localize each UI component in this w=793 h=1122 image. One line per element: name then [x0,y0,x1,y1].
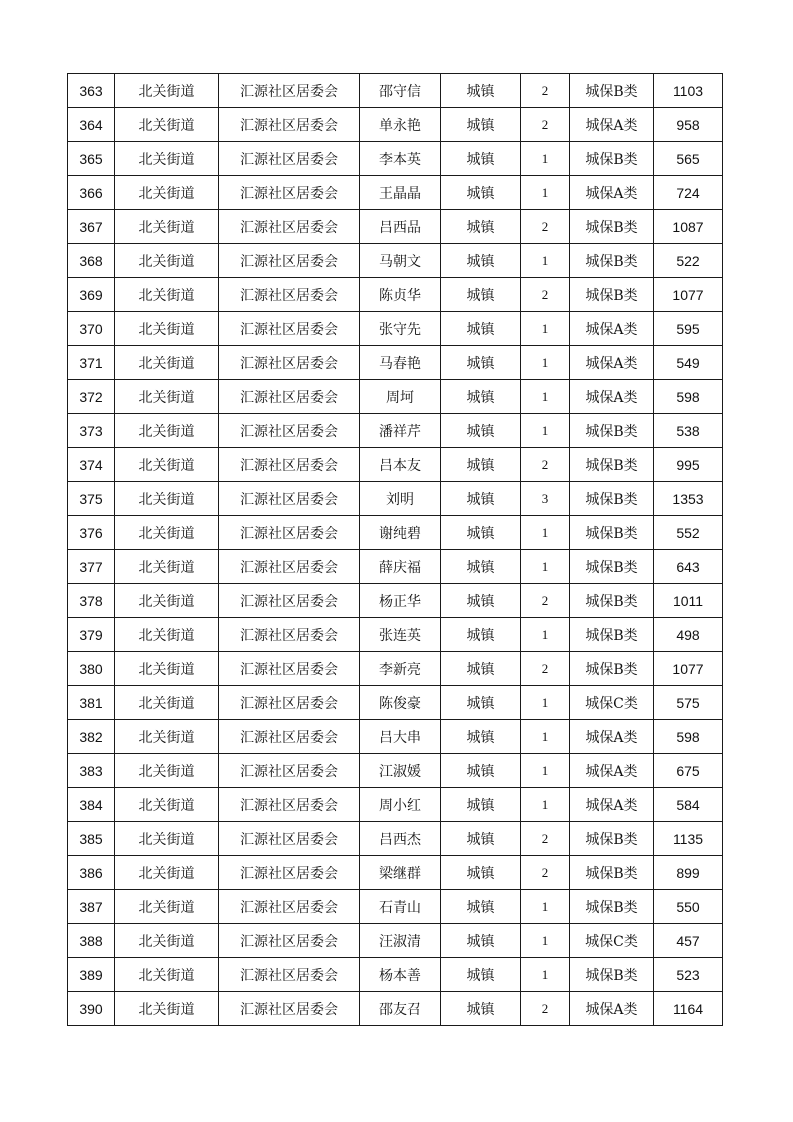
cell-committee: 汇源社区居委会 [219,686,360,720]
cell-street: 北关街道 [115,74,219,108]
cell-persons: 2 [521,448,570,482]
cell-committee: 汇源社区居委会 [219,210,360,244]
table-row [68,550,723,584]
table-row [68,754,723,788]
cell-street: 北关街道 [115,176,219,210]
cell-persons: 2 [521,278,570,312]
cell-name: 陈俊豪 [360,686,441,720]
cell-category: 城保B类 [570,856,654,890]
cell-committee: 汇源社区居委会 [219,618,360,652]
cell-area-type: 城镇 [441,788,521,822]
cell-persons: 2 [521,108,570,142]
cell-amount: 522 [654,244,723,278]
cell-committee: 汇源社区居委会 [219,74,360,108]
cell-name: 李新亮 [360,652,441,686]
cell-area-type: 城镇 [441,550,521,584]
cell-street: 北关街道 [115,856,219,890]
table-row [68,142,723,176]
cell-street: 北关街道 [115,414,219,448]
cell-committee: 汇源社区居委会 [219,958,360,992]
cell-area-type: 城镇 [441,516,521,550]
cell-serial-number: 382 [68,720,115,754]
cell-amount: 575 [654,686,723,720]
cell-category: 城保C类 [570,686,654,720]
cell-amount: 1087 [654,210,723,244]
cell-amount: 598 [654,380,723,414]
table-row [68,210,723,244]
cell-persons: 1 [521,414,570,448]
cell-name: 薛庆福 [360,550,441,584]
table-row [68,176,723,210]
cell-area-type: 城镇 [441,210,521,244]
cell-category: 城保B类 [570,244,654,278]
cell-area-type: 城镇 [441,618,521,652]
cell-persons: 1 [521,890,570,924]
cell-serial-number: 379 [68,618,115,652]
cell-amount: 538 [654,414,723,448]
cell-street: 北关街道 [115,210,219,244]
cell-persons: 1 [521,176,570,210]
cell-street: 北关街道 [115,108,219,142]
cell-amount: 1103 [654,74,723,108]
cell-amount: 724 [654,176,723,210]
cell-name: 马朝文 [360,244,441,278]
cell-name: 梁继群 [360,856,441,890]
cell-persons: 3 [521,482,570,516]
cell-street: 北关街道 [115,992,219,1026]
cell-area-type: 城镇 [441,584,521,618]
cell-category: 城保B类 [570,414,654,448]
cell-street: 北关街道 [115,244,219,278]
cell-street: 北关街道 [115,686,219,720]
cell-committee: 汇源社区居委会 [219,720,360,754]
table-row [68,992,723,1026]
cell-committee: 汇源社区居委会 [219,346,360,380]
cell-category: 城保B类 [570,278,654,312]
cell-street: 北关街道 [115,346,219,380]
cell-amount: 1353 [654,482,723,516]
cell-street: 北关街道 [115,822,219,856]
cell-serial-number: 386 [68,856,115,890]
table-body [68,74,723,1026]
table-row [68,788,723,822]
cell-street: 北关街道 [115,788,219,822]
cell-name: 刘明 [360,482,441,516]
cell-amount: 565 [654,142,723,176]
cell-name: 吕西杰 [360,822,441,856]
cell-category: 城保B类 [570,482,654,516]
cell-amount: 457 [654,924,723,958]
cell-persons: 1 [521,142,570,176]
table-row [68,244,723,278]
cell-serial-number: 374 [68,448,115,482]
table-row [68,448,723,482]
table-row [68,652,723,686]
table-row [68,108,723,142]
cell-persons: 1 [521,720,570,754]
cell-street: 北关街道 [115,618,219,652]
cell-amount: 498 [654,618,723,652]
cell-name: 王晶晶 [360,176,441,210]
cell-area-type: 城镇 [441,720,521,754]
cell-serial-number: 373 [68,414,115,448]
cell-name: 邵友召 [360,992,441,1026]
cell-persons: 1 [521,924,570,958]
cell-serial-number: 387 [68,890,115,924]
cell-serial-number: 385 [68,822,115,856]
cell-area-type: 城镇 [441,890,521,924]
cell-area-type: 城镇 [441,482,521,516]
cell-category: 城保A类 [570,312,654,346]
cell-category: 城保B类 [570,890,654,924]
cell-serial-number: 384 [68,788,115,822]
cell-category: 城保B类 [570,958,654,992]
cell-street: 北关街道 [115,958,219,992]
table-row [68,890,723,924]
cell-name: 张连英 [360,618,441,652]
cell-amount: 523 [654,958,723,992]
cell-committee: 汇源社区居委会 [219,142,360,176]
cell-persons: 2 [521,822,570,856]
cell-committee: 汇源社区居委会 [219,176,360,210]
cell-category: 城保A类 [570,176,654,210]
table-row [68,720,723,754]
cell-area-type: 城镇 [441,856,521,890]
cell-amount: 1135 [654,822,723,856]
cell-committee: 汇源社区居委会 [219,448,360,482]
cell-street: 北关街道 [115,550,219,584]
cell-name: 杨正华 [360,584,441,618]
cell-street: 北关街道 [115,652,219,686]
cell-serial-number: 367 [68,210,115,244]
cell-name: 陈贞华 [360,278,441,312]
cell-committee: 汇源社区居委会 [219,924,360,958]
cell-persons: 1 [521,958,570,992]
cell-area-type: 城镇 [441,108,521,142]
cell-name: 邵守信 [360,74,441,108]
cell-area-type: 城镇 [441,380,521,414]
cell-category: 城保B类 [570,516,654,550]
cell-category: 城保A类 [570,754,654,788]
cell-name: 吕本友 [360,448,441,482]
cell-amount: 584 [654,788,723,822]
cell-committee: 汇源社区居委会 [219,856,360,890]
cell-persons: 1 [521,686,570,720]
cell-serial-number: 376 [68,516,115,550]
cell-area-type: 城镇 [441,346,521,380]
cell-area-type: 城镇 [441,992,521,1026]
table-row [68,618,723,652]
cell-serial-number: 364 [68,108,115,142]
table-row [68,482,723,516]
cell-area-type: 城镇 [441,244,521,278]
cell-serial-number: 368 [68,244,115,278]
cell-name: 吕大串 [360,720,441,754]
cell-serial-number: 381 [68,686,115,720]
cell-area-type: 城镇 [441,754,521,788]
cell-serial-number: 371 [68,346,115,380]
cell-committee: 汇源社区居委会 [219,516,360,550]
cell-street: 北关街道 [115,754,219,788]
table-row [68,516,723,550]
cell-name: 周坷 [360,380,441,414]
cell-area-type: 城镇 [441,312,521,346]
cell-category: 城保A类 [570,788,654,822]
cell-area-type: 城镇 [441,176,521,210]
cell-committee: 汇源社区居委会 [219,890,360,924]
table-row [68,312,723,346]
cell-name: 张守先 [360,312,441,346]
cell-name: 石青山 [360,890,441,924]
cell-amount: 552 [654,516,723,550]
cell-serial-number: 369 [68,278,115,312]
cell-committee: 汇源社区居委会 [219,312,360,346]
cell-serial-number: 366 [68,176,115,210]
cell-area-type: 城镇 [441,652,521,686]
cell-persons: 2 [521,652,570,686]
cell-committee: 汇源社区居委会 [219,584,360,618]
cell-street: 北关街道 [115,584,219,618]
cell-name: 江淑媛 [360,754,441,788]
cell-committee: 汇源社区居委会 [219,652,360,686]
cell-serial-number: 363 [68,74,115,108]
cell-category: 城保B类 [570,652,654,686]
cell-committee: 汇源社区居委会 [219,482,360,516]
cell-serial-number: 370 [68,312,115,346]
cell-street: 北关街道 [115,312,219,346]
cell-persons: 1 [521,550,570,584]
cell-persons: 2 [521,210,570,244]
cell-persons: 2 [521,584,570,618]
cell-street: 北关街道 [115,924,219,958]
recipient-table [67,73,723,1026]
cell-persons: 1 [521,312,570,346]
cell-persons: 1 [521,618,570,652]
cell-serial-number: 380 [68,652,115,686]
cell-committee: 汇源社区居委会 [219,108,360,142]
cell-area-type: 城镇 [441,924,521,958]
cell-committee: 汇源社区居委会 [219,244,360,278]
table-row [68,958,723,992]
cell-street: 北关街道 [115,720,219,754]
cell-amount: 595 [654,312,723,346]
cell-serial-number: 375 [68,482,115,516]
cell-serial-number: 388 [68,924,115,958]
cell-street: 北关街道 [115,448,219,482]
cell-category: 城保B类 [570,448,654,482]
cell-amount: 1011 [654,584,723,618]
cell-persons: 2 [521,856,570,890]
cell-category: 城保A类 [570,720,654,754]
cell-name: 汪淑清 [360,924,441,958]
cell-serial-number: 377 [68,550,115,584]
cell-area-type: 城镇 [441,822,521,856]
cell-persons: 1 [521,788,570,822]
cell-street: 北关街道 [115,380,219,414]
table-row [68,822,723,856]
cell-amount: 550 [654,890,723,924]
table-row [68,380,723,414]
cell-street: 北关街道 [115,142,219,176]
cell-category: 城保B类 [570,550,654,584]
cell-committee: 汇源社区居委会 [219,822,360,856]
cell-committee: 汇源社区居委会 [219,550,360,584]
cell-persons: 1 [521,380,570,414]
cell-name: 吕西品 [360,210,441,244]
table-row [68,346,723,380]
cell-serial-number: 372 [68,380,115,414]
cell-amount: 598 [654,720,723,754]
table-row [68,414,723,448]
cell-category: 城保B类 [570,584,654,618]
cell-serial-number: 389 [68,958,115,992]
cell-name: 潘祥芹 [360,414,441,448]
cell-area-type: 城镇 [441,958,521,992]
cell-category: 城保B类 [570,74,654,108]
cell-area-type: 城镇 [441,278,521,312]
cell-persons: 1 [521,346,570,380]
cell-name: 谢纯碧 [360,516,441,550]
cell-amount: 675 [654,754,723,788]
cell-amount: 899 [654,856,723,890]
cell-persons: 1 [521,754,570,788]
cell-name: 周小红 [360,788,441,822]
cell-serial-number: 383 [68,754,115,788]
cell-area-type: 城镇 [441,142,521,176]
cell-category: 城保B类 [570,210,654,244]
cell-committee: 汇源社区居委会 [219,754,360,788]
cell-serial-number: 378 [68,584,115,618]
cell-street: 北关街道 [115,482,219,516]
cell-street: 北关街道 [115,278,219,312]
cell-category: 城保B类 [570,142,654,176]
cell-persons: 2 [521,74,570,108]
table-row [68,278,723,312]
cell-amount: 958 [654,108,723,142]
table-row [68,924,723,958]
cell-amount: 1077 [654,652,723,686]
cell-amount: 1077 [654,278,723,312]
cell-amount: 643 [654,550,723,584]
cell-area-type: 城镇 [441,414,521,448]
cell-category: 城保A类 [570,108,654,142]
cell-amount: 995 [654,448,723,482]
cell-serial-number: 365 [68,142,115,176]
cell-category: 城保A类 [570,380,654,414]
cell-street: 北关街道 [115,516,219,550]
cell-area-type: 城镇 [441,74,521,108]
cell-serial-number: 390 [68,992,115,1026]
table-row [68,686,723,720]
cell-name: 李本英 [360,142,441,176]
cell-committee: 汇源社区居委会 [219,380,360,414]
cell-committee: 汇源社区居委会 [219,278,360,312]
cell-category: 城保B类 [570,618,654,652]
cell-persons: 1 [521,244,570,278]
cell-persons: 1 [521,516,570,550]
cell-area-type: 城镇 [441,686,521,720]
table-row [68,74,723,108]
table-row [68,584,723,618]
cell-category: 城保A类 [570,992,654,1026]
cell-committee: 汇源社区居委会 [219,788,360,822]
cell-committee: 汇源社区居委会 [219,992,360,1026]
cell-persons: 2 [521,992,570,1026]
cell-street: 北关街道 [115,890,219,924]
cell-amount: 549 [654,346,723,380]
cell-name: 杨本善 [360,958,441,992]
table-row [68,856,723,890]
cell-name: 马春艳 [360,346,441,380]
cell-committee: 汇源社区居委会 [219,414,360,448]
cell-area-type: 城镇 [441,448,521,482]
cell-amount: 1164 [654,992,723,1026]
cell-name: 单永艳 [360,108,441,142]
cell-category: 城保C类 [570,924,654,958]
cell-category: 城保A类 [570,346,654,380]
cell-category: 城保B类 [570,822,654,856]
